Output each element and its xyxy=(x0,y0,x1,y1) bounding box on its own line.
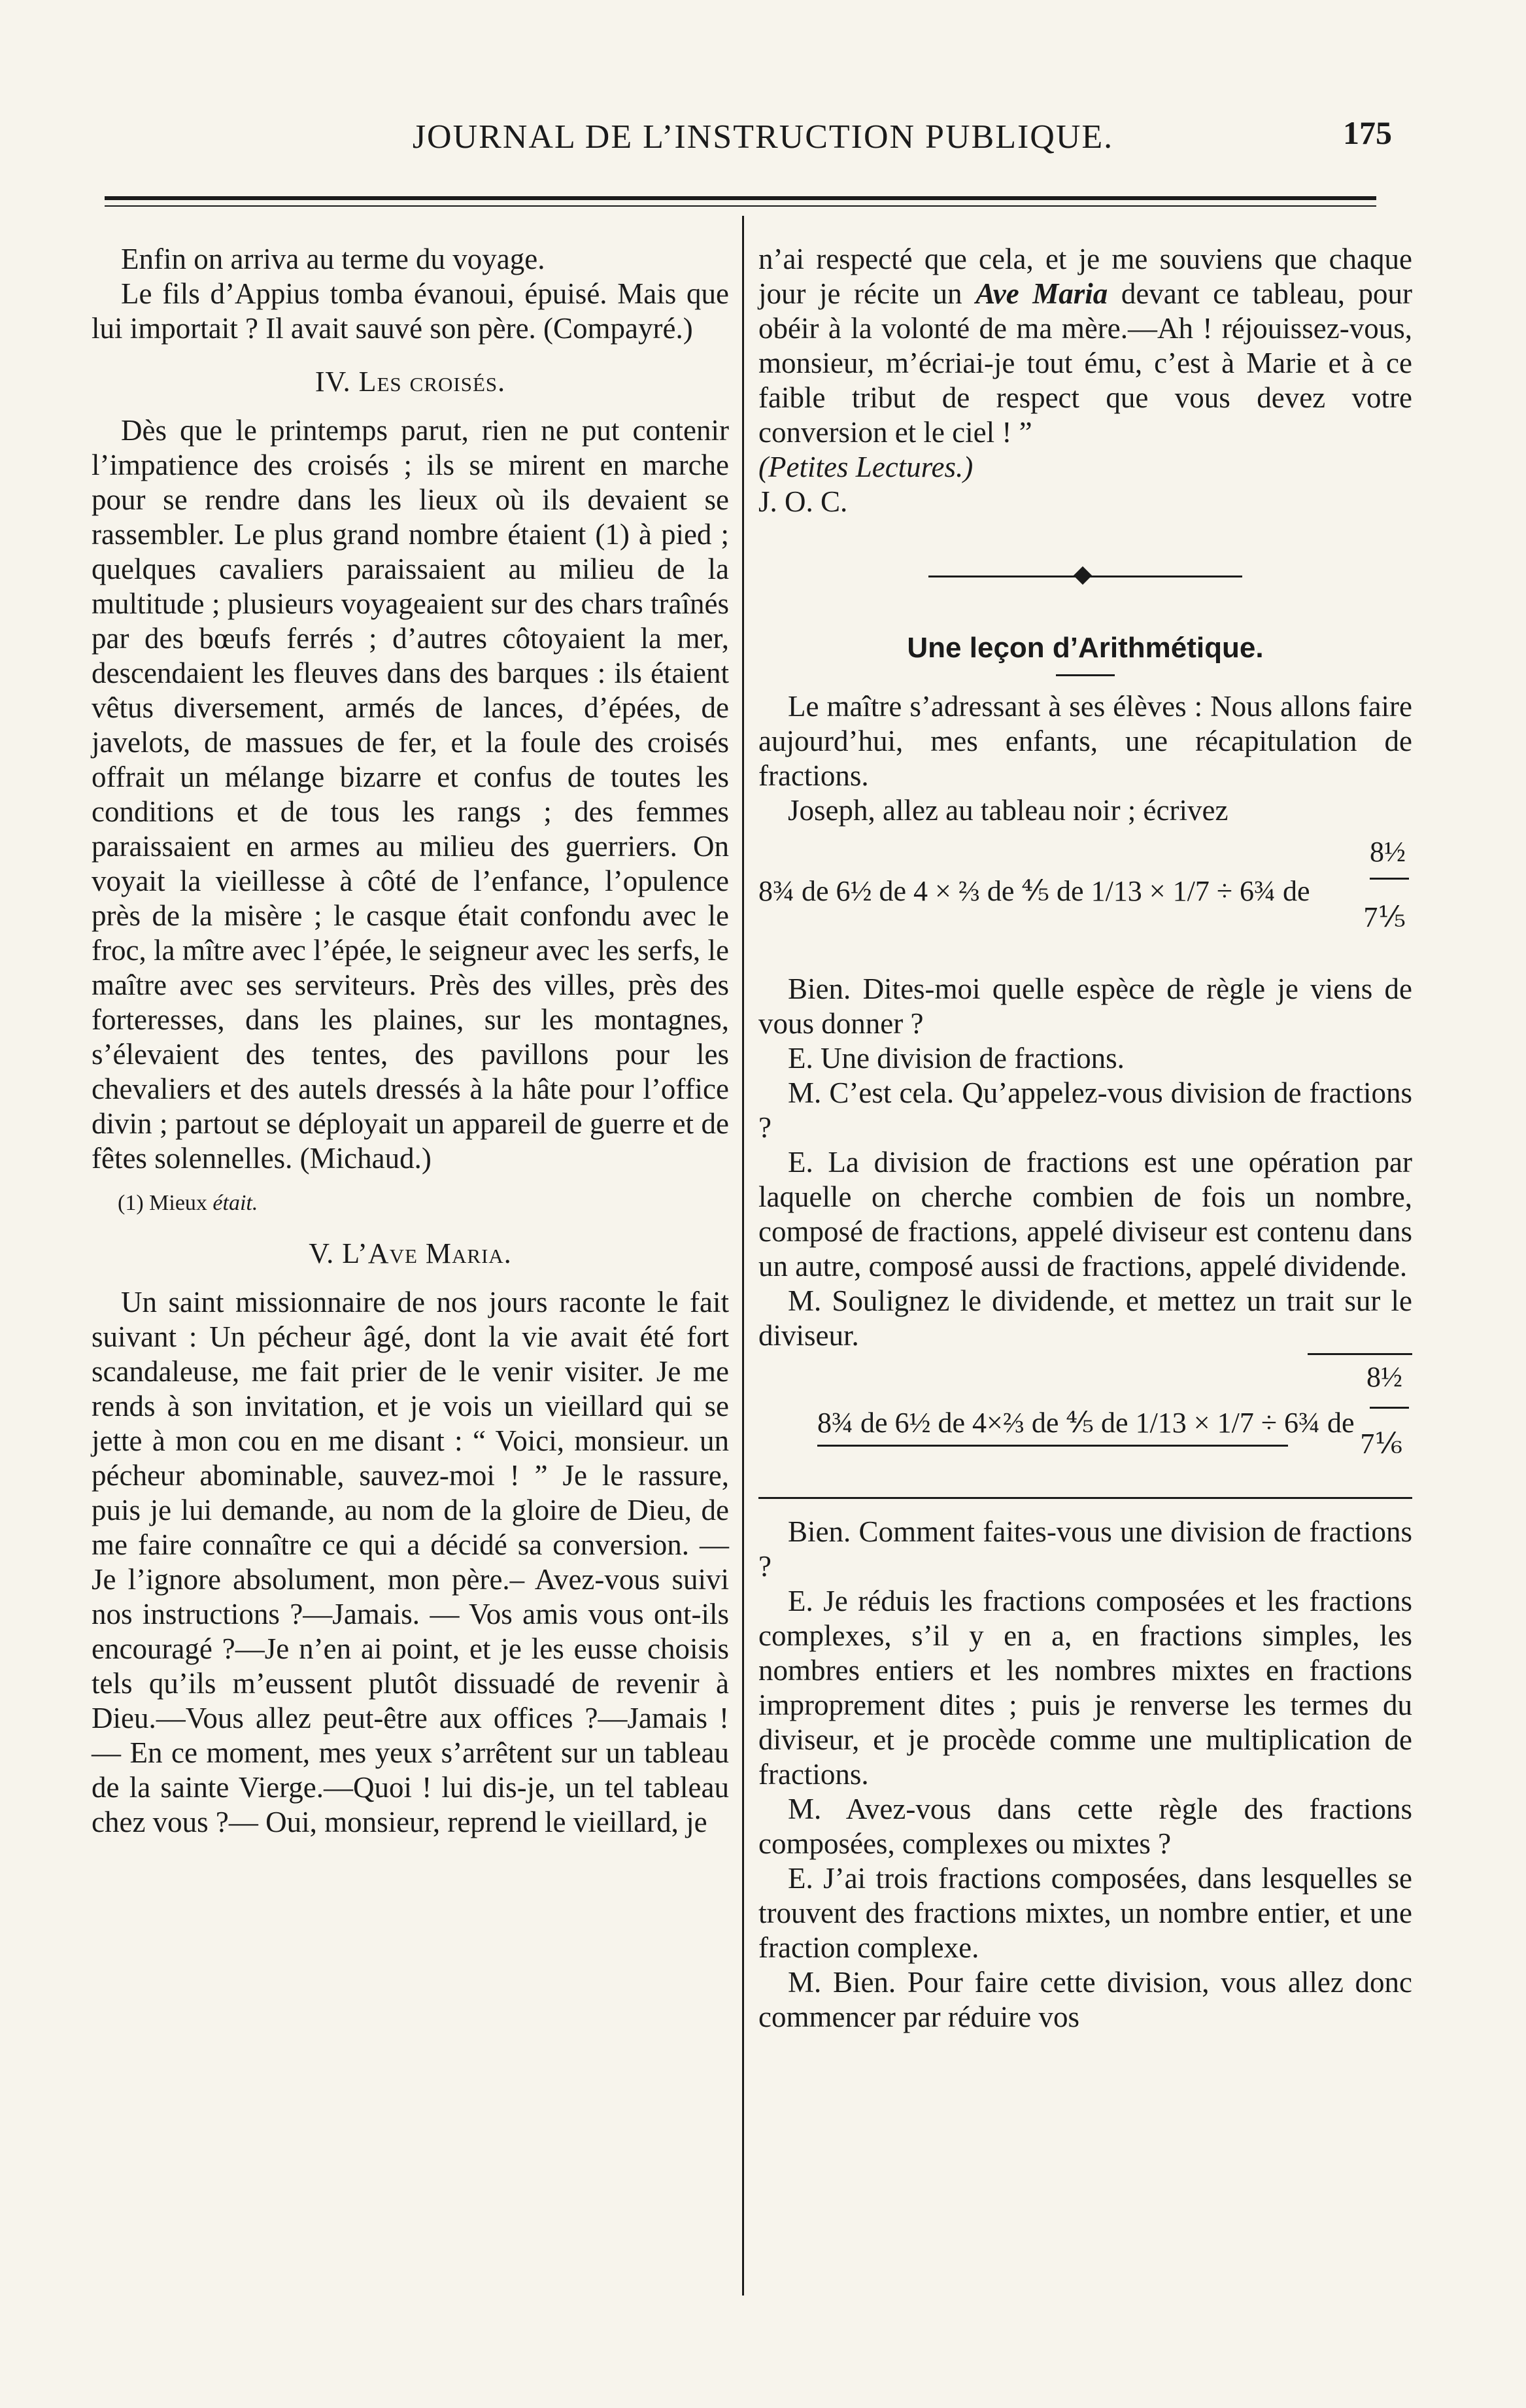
formula-2-expression: 8¾ de 6½ de 4×⅔ de ⅘ de 1/13 × 1/7 ÷ 6¾ de xyxy=(817,1407,1355,1439)
header-rule-thin xyxy=(105,205,1376,207)
running-title: JOURNAL DE L’INSTRUCTION PUBLIQUE. xyxy=(412,118,1114,156)
arithmetic-title: Une leçon d’Arithmétique. xyxy=(907,632,1264,664)
section-v-heading: V. L’Ave Maria. xyxy=(309,1237,512,1269)
dialogue-2-line-5: M. Bien. Pour faire cette division, vous allez donc commencer par réduire vos xyxy=(758,1966,1412,2033)
formula-2-denominator: 7⅙ xyxy=(1360,1428,1402,1460)
dialogue-1-line-2: E. Une division de fractions. xyxy=(788,1042,1125,1075)
formula-2-dividend-underline xyxy=(817,1445,1288,1447)
header-rule xyxy=(105,196,1376,200)
continuation-paragraph xyxy=(758,242,1412,450)
dialogue-2-line-3: M. Avez-vous dans cette règle des fractions composées, complexes ou mixtes ? xyxy=(758,1793,1412,1860)
dialogue-1-line-4: E. La division de fractions est une opération par laquelle on cherche combien de fois un nombre, composé de fractions, appelé diviseur est contenu dans un autre, composé aussi de fractions, appelé dividende. xyxy=(758,1146,1412,1282)
footnote xyxy=(118,1189,729,1218)
dialogue-2-line-1: Bien. Comment faites-vous une division de fractions ? xyxy=(758,1515,1412,1583)
section-iv-heading: IV. Les croisés. xyxy=(314,366,506,398)
dialogue-1-line-1: Bien. Dites-moi quelle espèce de règle je viens de vous donner ? xyxy=(758,972,1412,1040)
ave-maria-text: Ave Maria xyxy=(975,277,1108,310)
page-header xyxy=(0,114,1526,170)
formula-1 xyxy=(758,834,1412,952)
continuation-text-a: n’ai respecté que cela, et je me souviens que chaque jour je récite un xyxy=(758,243,1412,310)
column-divider xyxy=(742,216,744,2296)
right-column xyxy=(758,242,1412,2035)
formula-2-divisor-overline xyxy=(1308,1353,1412,1355)
formula-2-bottom-rule xyxy=(758,1497,1412,1499)
footnote-text: (1) Mieux xyxy=(118,1191,207,1215)
formula-2-fraction-bar xyxy=(1370,1407,1409,1409)
formula-1-fraction-bar xyxy=(1370,878,1409,880)
arithmetic-instruction: Joseph, allez au tableau noir ; écrivez xyxy=(788,794,1229,827)
left-column xyxy=(92,242,729,1840)
intro-line-1: Enfin on arriva au terme du voyage. xyxy=(121,243,545,275)
dialogue-1-line-5: M. Soulignez le dividende, et mettez un trait sur le diviseur. xyxy=(758,1284,1412,1352)
dialogue-2-line-4: E. J’ai trois fractions composées, dans lesquelles se trouvent des fractions mixtes, un nombre entier, et une fraction complexe. xyxy=(758,1862,1412,1964)
formula-2 xyxy=(758,1353,1412,1477)
source-italic: (Petites Lectures.) xyxy=(758,451,974,483)
intro-line-2: Le fils d’Appius tomba évanoui, épuisé. Mais que lui importait ? Il avait sauvé son père. (Compayré.) xyxy=(92,277,729,345)
formula-1-denominator: 7⅕ xyxy=(1363,901,1406,933)
ornament-diamond-icon xyxy=(1074,566,1092,585)
section-v-paragraph: Un saint missionnaire de nos jours raconte le fait suivant : Un pécheur âgé, dont la vie avait été fort scandaleuse, me fait prier de le venir visiter. Je me rends à son invitation, et je vois un vieillard qui se jette à mon cou en me disant : “ Voici, monsieur. un pécheur abominable, sauvez-moi ! ” Je le rassure, puis je lui demande, au nom de la gloire de Dieu, de me faire connaître ce qui a décidé sa conversion. — Je l’ignore absolument, mon père.– Avez-vous suivi nos instructions ?—Jamais. — Vos amis vous ont-ils encouragé ?—Je n’en ai point, et je les eusse choisis tels qu’ils m’eussent plutôt dissuadé de revenir à Dieu.—Vous allez peut-être aux offices ?—Jamais !— En ce moment, mes yeux s’arrêtent sur un tableau de la sainte Vierge.—Quoi ! lui dis-je, un tel tableau chez vous ?— Oui, monsieur, reprend le vieillard, je xyxy=(92,1286,729,1838)
dialogue-2-line-2: E. Je réduis les fractions composées et les fractions complexes, s’il y en a, en fractions simples, les nombres entiers et les nombres mixtes en fractions improprement dites ; puis je renverse les termes du diviseur, et je procède comme une multiplication de fractions. xyxy=(758,1585,1412,1791)
dialogue-1-line-3: M. C’est cela. Qu’appelez-vous division de fractions ? xyxy=(758,1076,1412,1144)
title-rule xyxy=(1056,674,1115,676)
signature: J. O. C. xyxy=(758,485,848,518)
section-ornament xyxy=(928,573,1242,579)
section-iv-paragraph: Dès que le printemps parut, rien ne put contenir l’impatience des croisés ; ils se mirent en marche pour se rendre dans les lieux où ils devaient se rassembler. Le plus grand nombre étaient (1) à pied ; quelques cavaliers paraissaient au milieu de la multitude ; plusieurs voyageaient sur des chars traînés par des bœufs ferrés ; d’autres côtoyaient la mer, descendaient les fleuves dans des barques : ils étaient vêtus diversement, armés de lances, d’épées, de javelots, de massues de fer, et la foule des croisés offrait un mélange bizarre et confus de toutes les conditions et de tous les rangs ; des femmes paraissaient en armes au milieu des guerriers. On voyait la vieillesse à côté de l’enfance, l’opulence près de la misère ; le casque était confondu avec le froc, la mître avec l’épée, le seigneur avec les serfs, le maître avec ses serviteurs. Près des villes, près des forteresses, dans les plaines, sur les montagnes, s’élevaient des tentes, des pavillons pour les chevaliers et des autels dressés à la hâte pour l’office divin ; partout se déployait un appareil de guerre et de fêtes solennelles. (Michaud.) xyxy=(92,414,729,1175)
formula-1-numerator: 8½ xyxy=(1370,836,1406,868)
arithmetic-intro: Le maître s’adressant à ses élèves : Nous allons faire aujourd’hui, mes enfants, une récapitulation de fractions. xyxy=(758,690,1412,792)
source-citation xyxy=(758,450,1412,485)
formula-1-expression: 8¾ de 6½ de 4 × ⅔ de ⅘ de 1/13 × 1/7 ÷ 6¾ de xyxy=(758,875,1310,907)
formula-2-numerator: 8½ xyxy=(1366,1361,1402,1393)
page-number: 175 xyxy=(1343,114,1392,151)
footnote-italic: était. xyxy=(212,1191,258,1215)
continuation-text-b: devant ce tableau, pour obéir à la volonté de ma mère.—Ah ! réjouissez-vous, monsieur, m’écriai-je tout ému, c’est à Marie et à ce faible tribut de respect que vous devez votre conversion et le ciel ! ” xyxy=(758,277,1413,449)
